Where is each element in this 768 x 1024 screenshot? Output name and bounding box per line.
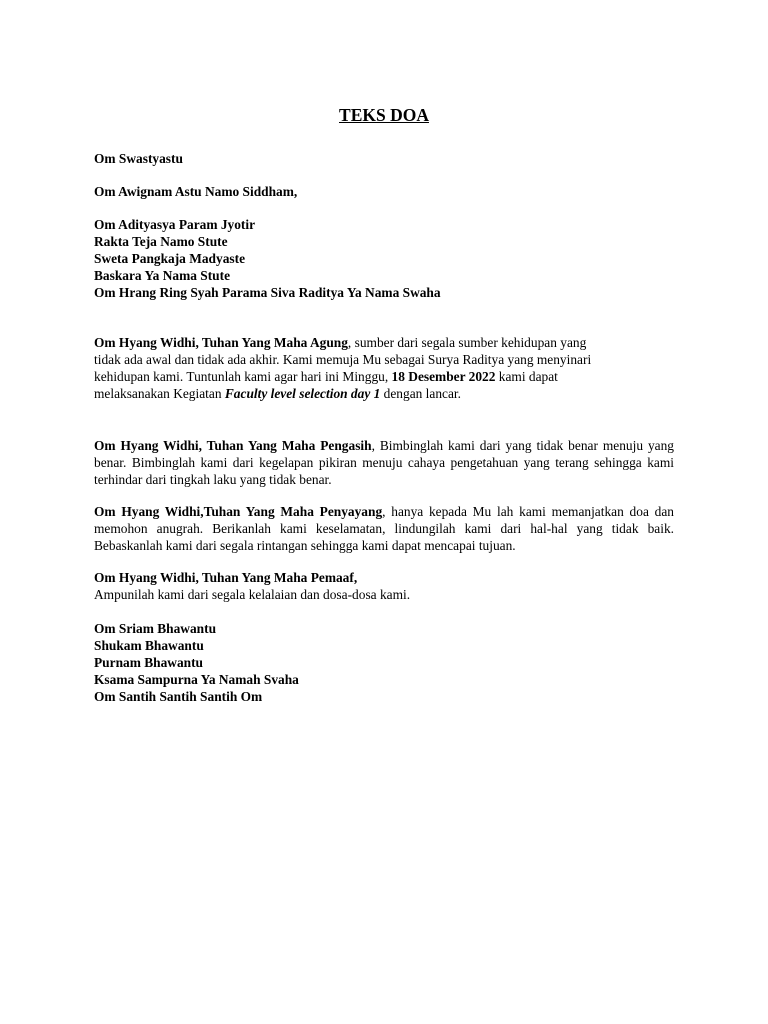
- mantra-line: Om Adityasya Param Jyotir: [94, 217, 256, 232]
- paragraph-lead: Om Hyang Widhi, Tuhan Yang Maha Agung: [94, 335, 348, 350]
- closing-line: Shukam Bhawantu: [94, 638, 204, 653]
- paragraph-pemaaf: [94, 569, 674, 603]
- paragraph-text: Ampunilah kami dari segala kelalaian dan dosa-dosa kami.: [94, 587, 411, 602]
- paragraph-text: kehidupan kami. Tuntunlah kami agar hari ini Minggu,: [94, 369, 392, 384]
- paragraph-text: kami dapat: [495, 369, 558, 384]
- paragraph-text: melaksanakan Kegiatan: [94, 386, 225, 401]
- paragraph-text: dengan lancar.: [380, 386, 461, 401]
- document-page: [94, 104, 674, 705]
- paragraph-pengasih: [94, 437, 674, 488]
- paragraph-penyayang: [94, 503, 674, 554]
- paragraph-agung: [94, 334, 674, 402]
- closing-line: Ksama Sampurna Ya Namah Svaha: [94, 672, 299, 687]
- event-name: Faculty level selection day 1: [224, 386, 381, 401]
- paragraph-text: , hanya kepada Mu lah kami memanjatkan doa dan memohon anugrah. Berikanlah kami keselamatan, lindungilah kami dari hal-hal yang tidak baik. Bebaskanlah kami dari segala rintangan sehingga kami dapat mencapai tujuan.: [94, 504, 674, 553]
- awignam-line: Om Awignam Astu Namo Siddham,: [94, 184, 298, 199]
- mantra-line: Sweta Pangkaja Madyaste: [94, 251, 246, 266]
- mantra-line: Baskara Ya Nama Stute: [94, 268, 231, 283]
- closing-line: Purnam Bhawantu: [94, 655, 204, 670]
- document-title: TEKS DOA: [339, 105, 429, 125]
- paragraph-text: tidak ada awal dan tidak ada akhir. Kami memuja Mu sebagai Surya Raditya yang menyinari: [94, 352, 592, 367]
- paragraph-text: , Bimbinglah kami dari yang tidak benar menuju yang benar. Bimbinglah kami dari kegelapan pikiran menuju cahaya pengetahuan yang terang sehingga kami terhindar dari tingkah laku yang tidak benar.: [94, 438, 674, 487]
- mantra-block: [94, 216, 674, 301]
- closing-line: Om Sriam Bhawantu: [94, 621, 217, 636]
- paragraph-text: , sumber dari segala sumber kehidupan yang: [347, 335, 587, 350]
- paragraph-lead: Om Hyang Widhi, Tuhan Yang Maha Pemaaf,: [94, 570, 358, 585]
- mantra-line: Om Hrang Ring Syah Parama Siva Raditya Ya Nama Swaha: [94, 285, 441, 300]
- event-date: 18 Desember 2022: [391, 369, 496, 384]
- closing-line: Om Santih Santih Santih Om: [94, 689, 263, 704]
- closing-block: [94, 620, 674, 705]
- mantra-line: Rakta Teja Namo Stute: [94, 234, 228, 249]
- paragraph-lead: Om Hyang Widhi,Tuhan Yang Maha Penyayang: [94, 504, 383, 519]
- paragraph-lead: Om Hyang Widhi, Tuhan Yang Maha Pengasih: [94, 438, 372, 453]
- opening-greeting: Om Swastyastu: [94, 151, 183, 166]
